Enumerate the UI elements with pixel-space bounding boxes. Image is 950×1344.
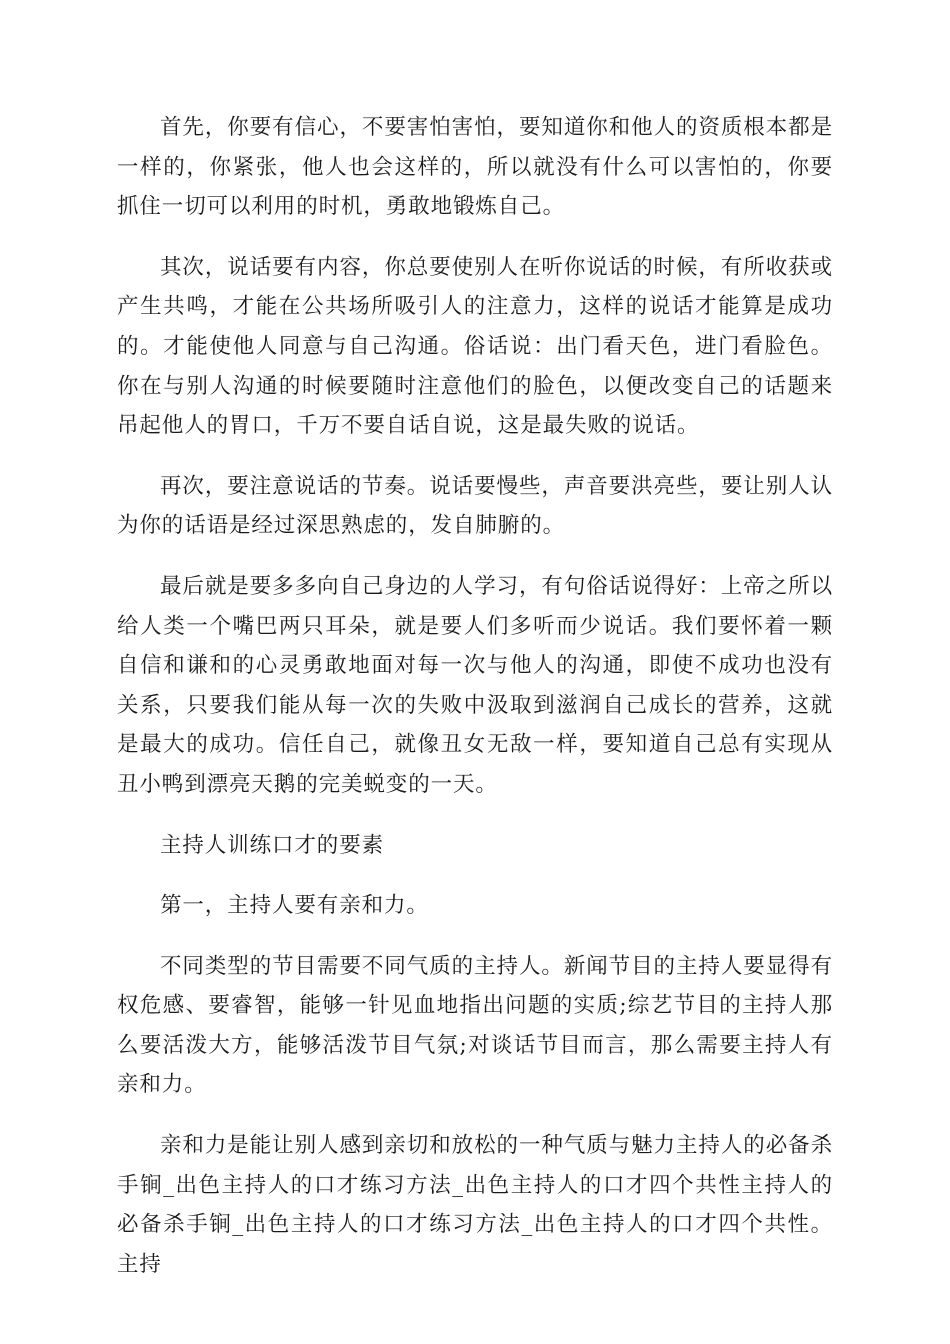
paragraph-learning: 最后就是要多多向自己身边的人学习，有句俗话说得好：上帝之所以给人类一个嘴巴两只耳朵，就是要人们多听而少说话。我们要怀着一颗自信和谦和的心灵勇敢地面对每一次与他人的沟通，即使不成功也没有关系，只要我们能从每一次的失败中汲取到滋润自己成长的营养，这就是最大的成功。信任自己，就像丑女无敌一样，要知道自己总有实现从丑小鸭到漂亮天鹅的完美蜕变的一天。: [117, 573, 833, 797]
paragraph-affinity-definition: 亲和力是能让别人感到亲切和放松的一种气质与魅力主持人的必备杀手锏_出色主持人的口才练习方法_出色主持人的口才四个共性主持人的必备杀手锏_出色主持人的口才练习方法_出色主持人的口才四个共性。主持: [117, 1133, 833, 1277]
document-body: [117, 108, 833, 1284]
section-heading-host-training: 主持人训练口才的要素: [160, 832, 385, 858]
paragraph-content: 其次，说话要有内容，你总要使别人在听你说话的时候，有所收获或产生共鸣，才能在公共场所吸引人的注意力，这样的说话才能算是成功的。才能使他人同意与自己沟通。俗话说：出门看天色，进门看脸色。你在与别人沟通的时候要随时注意他们的脸色，以便改变自己的话题来吊起他人的胃口，千万不要自话自说，这是最失败的说话。: [117, 254, 833, 439]
subheading-affinity: 第一，主持人要有亲和力。: [160, 893, 429, 919]
paragraph-rhythm: 再次，要注意说话的节奏。说话要慢些，声音要洪亮些，要让别人认为你的话语是经过深思熟虑的，发自肺腑的。: [117, 473, 833, 539]
paragraph-confidence: 首先，你要有信心，不要害怕害怕，要知道你和他人的资质根本都是一样的，你紧张，他人也会这样的，所以就没有什么可以害怕的，你要抓住一切可以利用的时机，勇敢地锻炼自己。: [117, 115, 833, 220]
paragraph-program-types: 不同类型的节目需要不同气质的主持人。新闻节目的主持人要显得有权危感、要睿智，能够一针见血地指出问题的实质;综艺节目的主持人那么要活泼大方，能够活泼节目气氛;对谈话节目而言，那么需要主持人有亲和力。: [117, 953, 833, 1098]
